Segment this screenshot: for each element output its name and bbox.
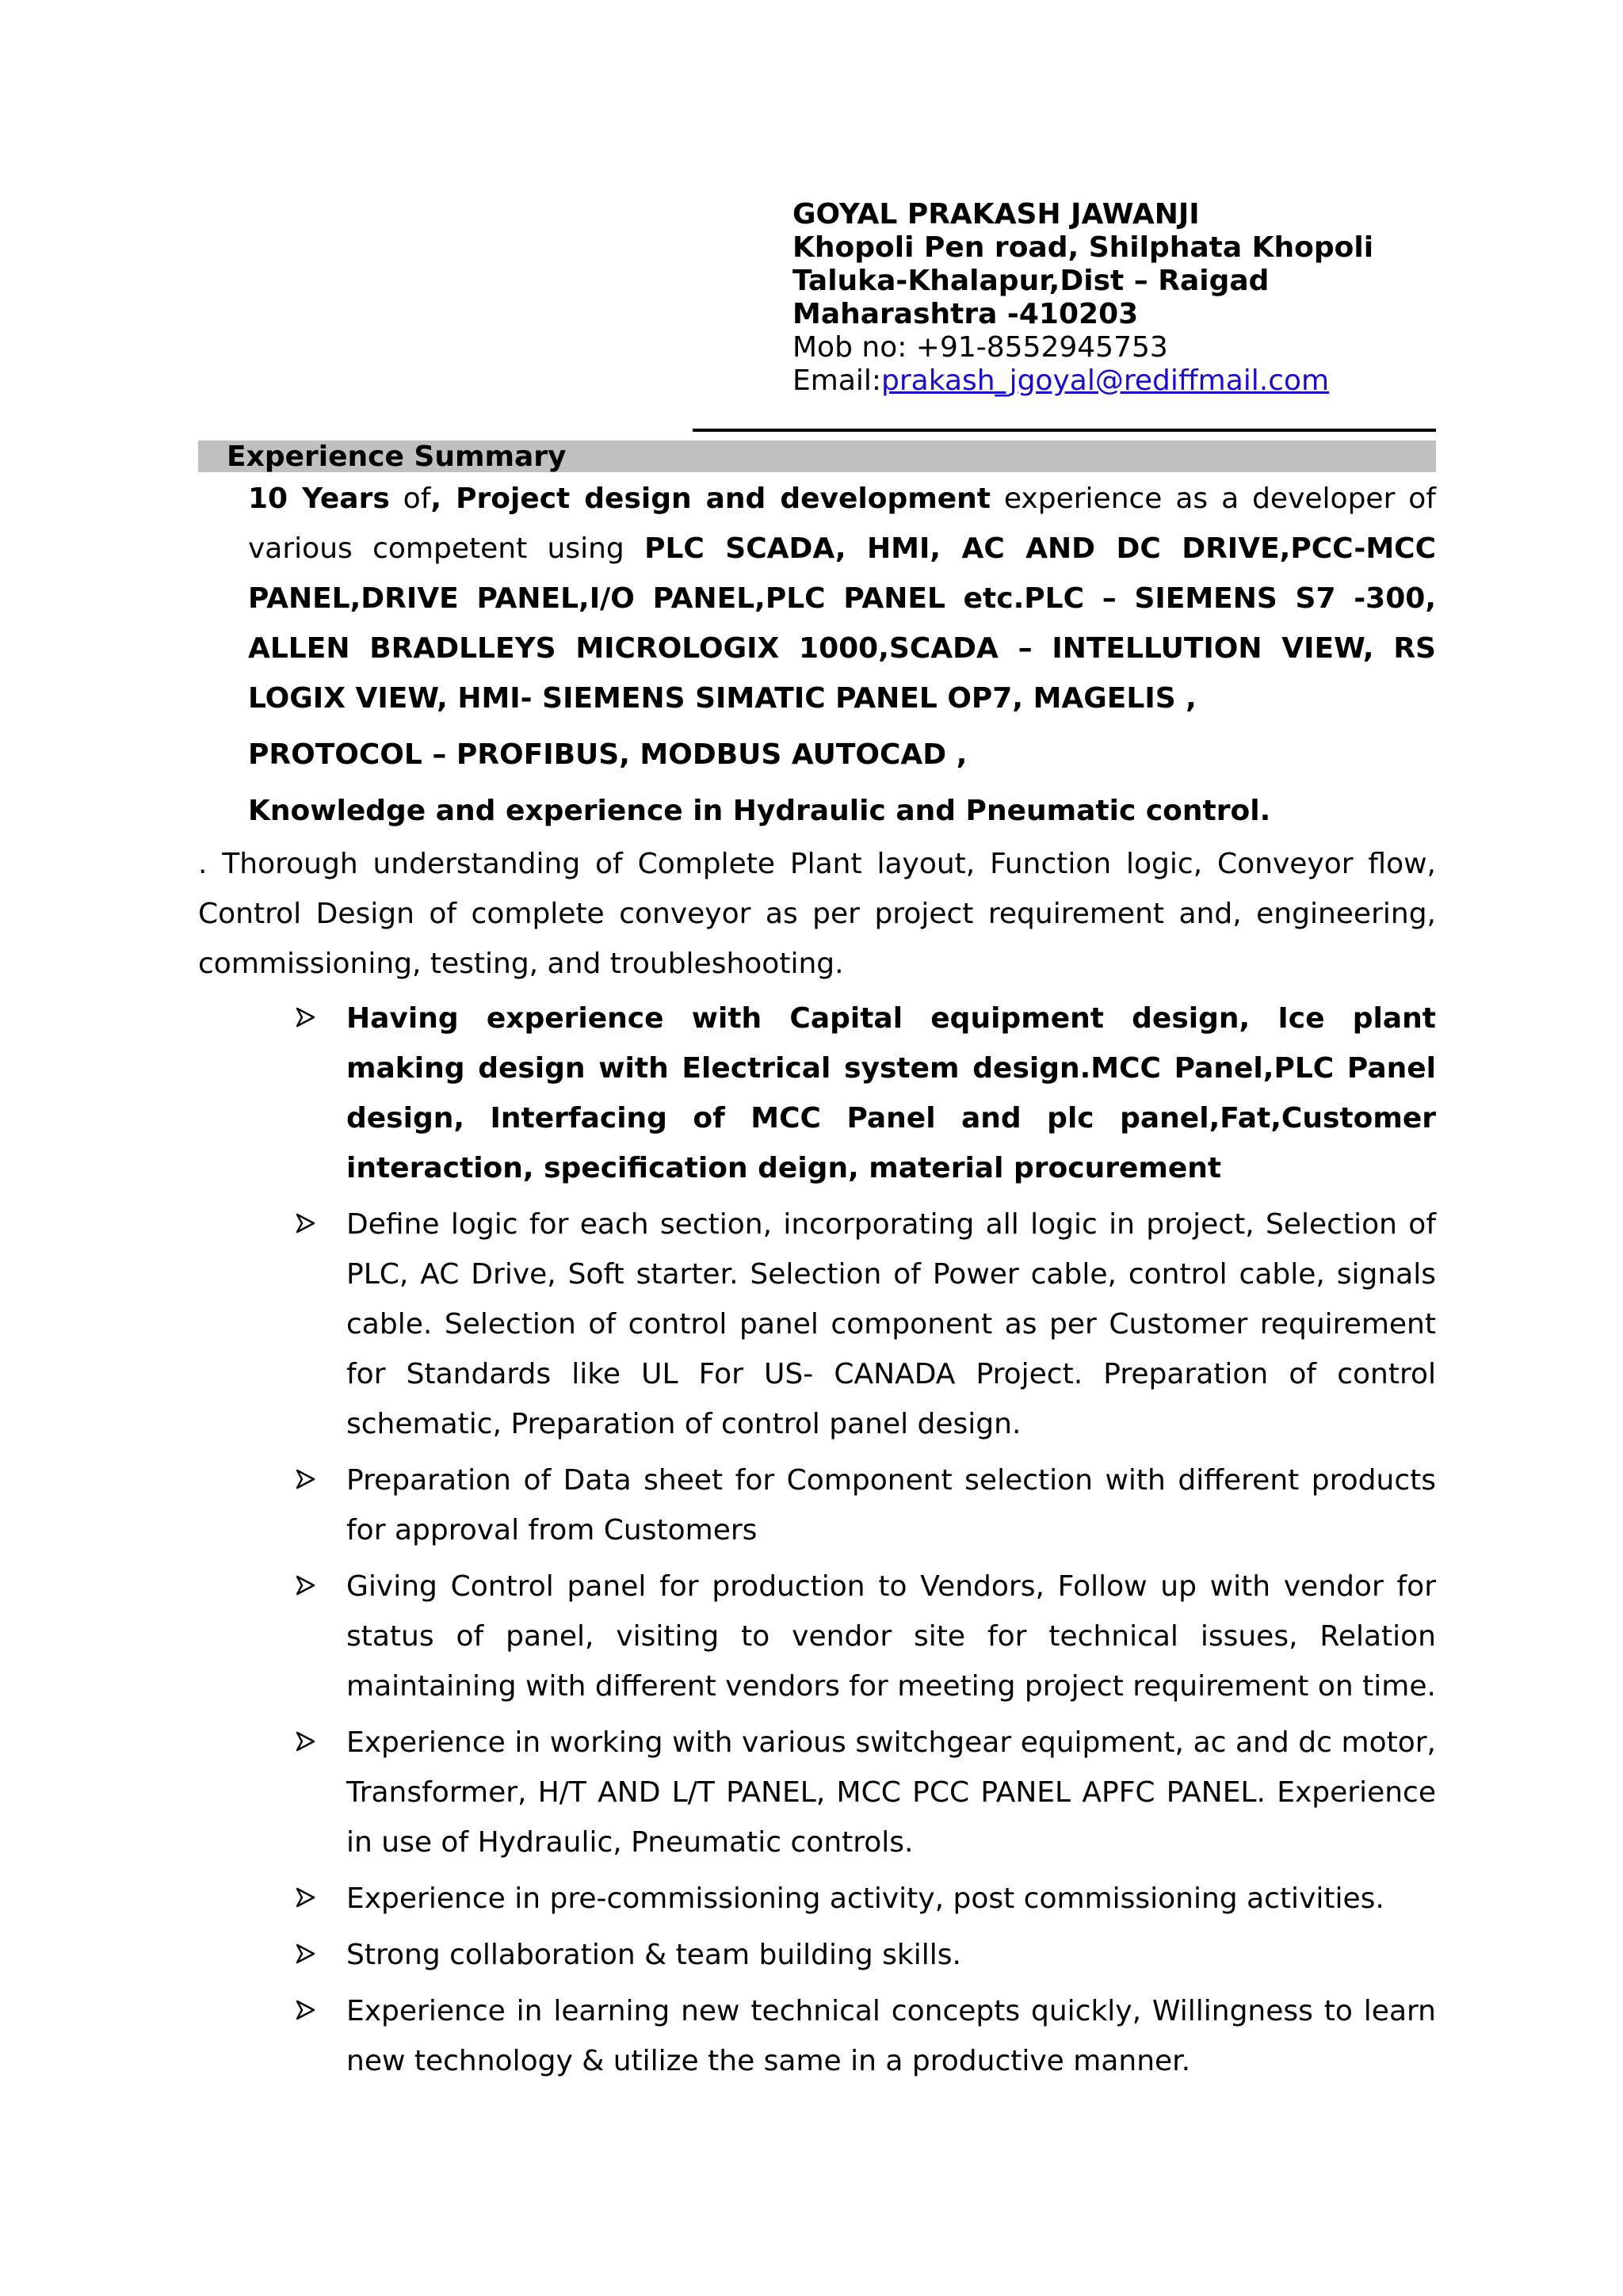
email-link[interactable]: prakash_jgoyal@rediffmail.com (881, 364, 1330, 397)
plant-understanding-paragraph: . Thorough understanding of Complete Plant layout, Function logic, Conveyor flow, Control Design of complete conveyor as per project requirement and, engineering, commissioning, testing, and troubleshooting. (198, 848, 1436, 980)
bullet-text: Strong collaboration & team building skills. (346, 1939, 961, 1971)
summary-hydraulic: Knowledge and experience in Hydraulic and Pneumatic control. (248, 795, 1271, 827)
list-item (198, 1874, 1436, 1924)
bullet-text: Having experience with Capital equipment design, Ice plant making design with Electrical system design.MCC Panel,PLC Panel design, Interfacing of MCC Panel and plc panel,Fat,Customer interaction, specification deign, material procurement (346, 1002, 1436, 1184)
arrowhead-bullet-icon (296, 1199, 325, 1249)
experience-summary (248, 474, 1436, 836)
address-line-2: Taluka-Khalapur,Dist – Raigad (792, 265, 1270, 297)
arrowhead-bullet-icon (296, 1986, 325, 2036)
arrowhead-bullet-icon (296, 1930, 325, 1980)
list-item (198, 1199, 1436, 1449)
summary-protocols: PROTOCOL – PROFIBUS, MODBUS AUTOCAD , (248, 738, 968, 771)
bullet-text: Experience in pre-commissioning activity, post commissioning activities. (346, 1882, 1384, 1915)
arrowhead-bullet-icon (296, 1562, 325, 1611)
arrowhead-bullet-icon (296, 994, 325, 1043)
bullet-text: Experience in learning new technical concepts quickly, Willingness to learn new technology & utilize the same in a productive manner. (346, 1995, 1436, 2077)
applicant-name: GOYAL PRAKASH JAWANJI (792, 198, 1200, 231)
bullet-text: Giving Control panel for production to Vendors, Follow up with vendor for status of panel, visiting to vendor site for technical issues, Relation maintaining with different vendors for meeting project requirement on time. (346, 1570, 1436, 1703)
arrowhead-bullet-icon (296, 1455, 325, 1505)
summary-paragraph-1 (248, 474, 1436, 723)
contact-header (792, 198, 1426, 398)
summary-text: experience as a developer of various competent using (248, 482, 1436, 565)
list-item (198, 1455, 1436, 1555)
mobile-number: Mob no: +91-8552945753 (792, 331, 1168, 364)
arrowhead-bullet-icon (296, 1874, 325, 1924)
list-item (198, 1718, 1436, 1867)
section-title: Experience Summary (227, 441, 567, 473)
bullet-text: Define logic for each section, incorporating all logic in project, Selection of PLC, AC Drive, Soft starter. Selection of Power cable, control cable, signals cable. Selection of control panel component as per Customer requirement for Standards like UL For US- CANADA Project. Preparation of control schematic, Preparation of control panel design. (346, 1208, 1436, 1440)
bullet-text: Experience in working with various switchgear equipment, ac and dc motor, Transformer, H/T AND L/T PANEL, MCC PCC PANEL APFC PANEL. Experience in use of Hydraulic, Pneumatic controls. (346, 1726, 1436, 1859)
section-heading-bar (198, 441, 1436, 472)
address-line-1: Khopoli Pen road, Shilphata Khopoli (792, 231, 1374, 264)
email-label: Email: (792, 364, 882, 397)
header-divider (693, 429, 1436, 432)
email-line (792, 364, 1426, 398)
list-item (198, 994, 1436, 1193)
address-line-3: Maharashtra -410203 (792, 298, 1139, 330)
years-experience: 10 Years (248, 482, 390, 515)
bullet-text: Preparation of Data sheet for Component selection with different products for approval from Customers (346, 1464, 1436, 1547)
experience-bullet-list (198, 994, 1436, 2086)
summary-skills: PLC SCADA, HMI, AC AND DC DRIVE,PCC-MCC PANEL,DRIVE PANEL,I/O PANEL,PLC PANEL etc.PLC – SIEMENS S7 -300, ALLEN BRADLLEYS MICROLOGIX 1000,SCADA – INTELLUTION VIEW, RS LOGIX VIEW, HMI- SIEMENS SIMATIC PANEL OP7, MAGELIS , (248, 532, 1436, 715)
list-item (198, 1930, 1436, 1980)
summary-bold-role: , Project design and development (430, 482, 991, 515)
list-item (198, 1986, 1436, 2086)
arrowhead-bullet-icon (296, 1718, 325, 1768)
list-item (198, 1562, 1436, 1711)
summary-of: of (389, 482, 431, 515)
